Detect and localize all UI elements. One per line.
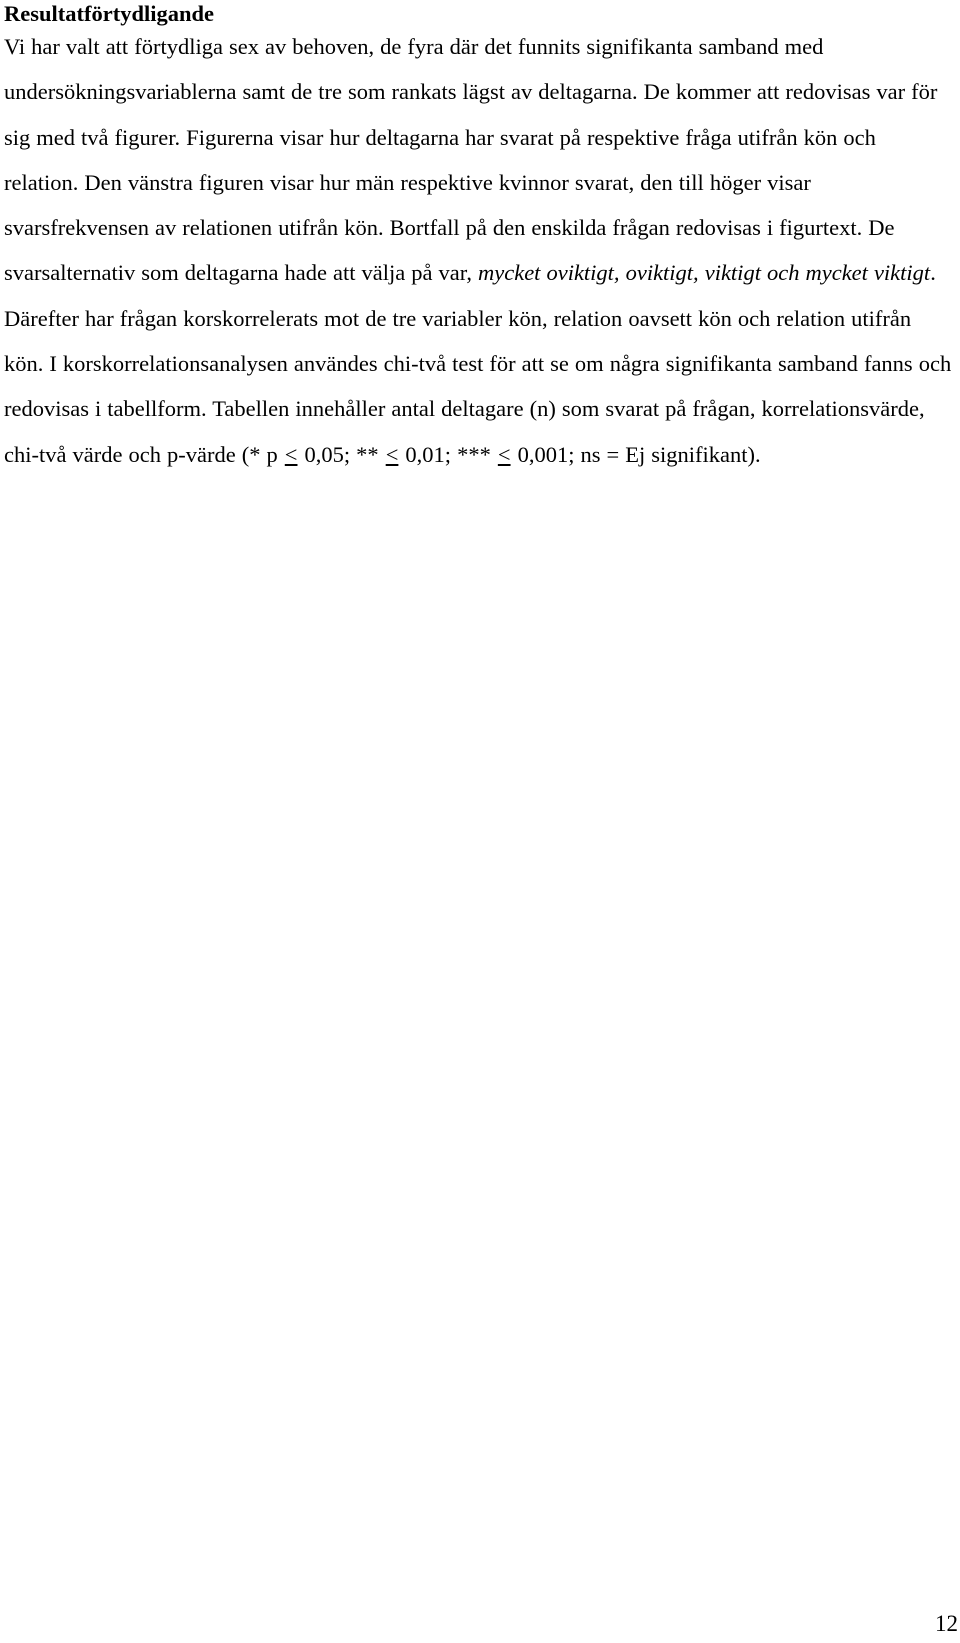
paragraph-text-1: Vi har valt att förtydliga sex av behoven, de fyra där det funnits signifikanta samband med undersökningsvariablerna samt de tre som rankats lägst av deltagarna. De kommer att redovisas var för sig med två figurer. Figurerna visar hur deltagarna har svarat på respektive fråga utifrån kön och relation. Den vänstra figuren visar hur män respektive kvinnor svarat, den till höger visar svarsfrekvensen av relationen utifrån kön. Bortfall på den enskilda frågan redovisas i figurtext. De svarsalternativ som deltagarna hade att välja på var,: [4, 34, 938, 286]
paragraph-text-5: 0,001; ns = Ej signifikant).: [511, 441, 761, 467]
italic-answer-options: mycket oviktigt, oviktigt, viktigt och mycket viktigt: [477, 260, 931, 286]
section-heading: Resultatförtydligande: [4, 1, 214, 26]
paragraph-text-3: 0,05; **: [298, 441, 385, 467]
paragraph-text-4: 0,01; ***: [399, 441, 497, 467]
less-equal-symbol: <: [385, 441, 399, 467]
body-paragraph: [4, 24, 956, 477]
less-equal-symbol: <: [497, 441, 511, 467]
page-number: 12: [935, 1611, 958, 1636]
paragraph-text-2: . Därefter har frågan korskorrelerats mot de tre variabler kön, relation oavsett kön och relation utifrån kön. I korskorrelationsanalysen användes chi-två test för att se om några signifikanta samband fanns och redovisas i tabellform. Tabellen innehåller antal deltagare (n) som svarat på frågan, korrelationsvärde, chi-två värde och p-värde (* p: [4, 260, 952, 467]
less-equal-symbol: <: [284, 441, 298, 467]
document-page: [4, 0, 956, 477]
